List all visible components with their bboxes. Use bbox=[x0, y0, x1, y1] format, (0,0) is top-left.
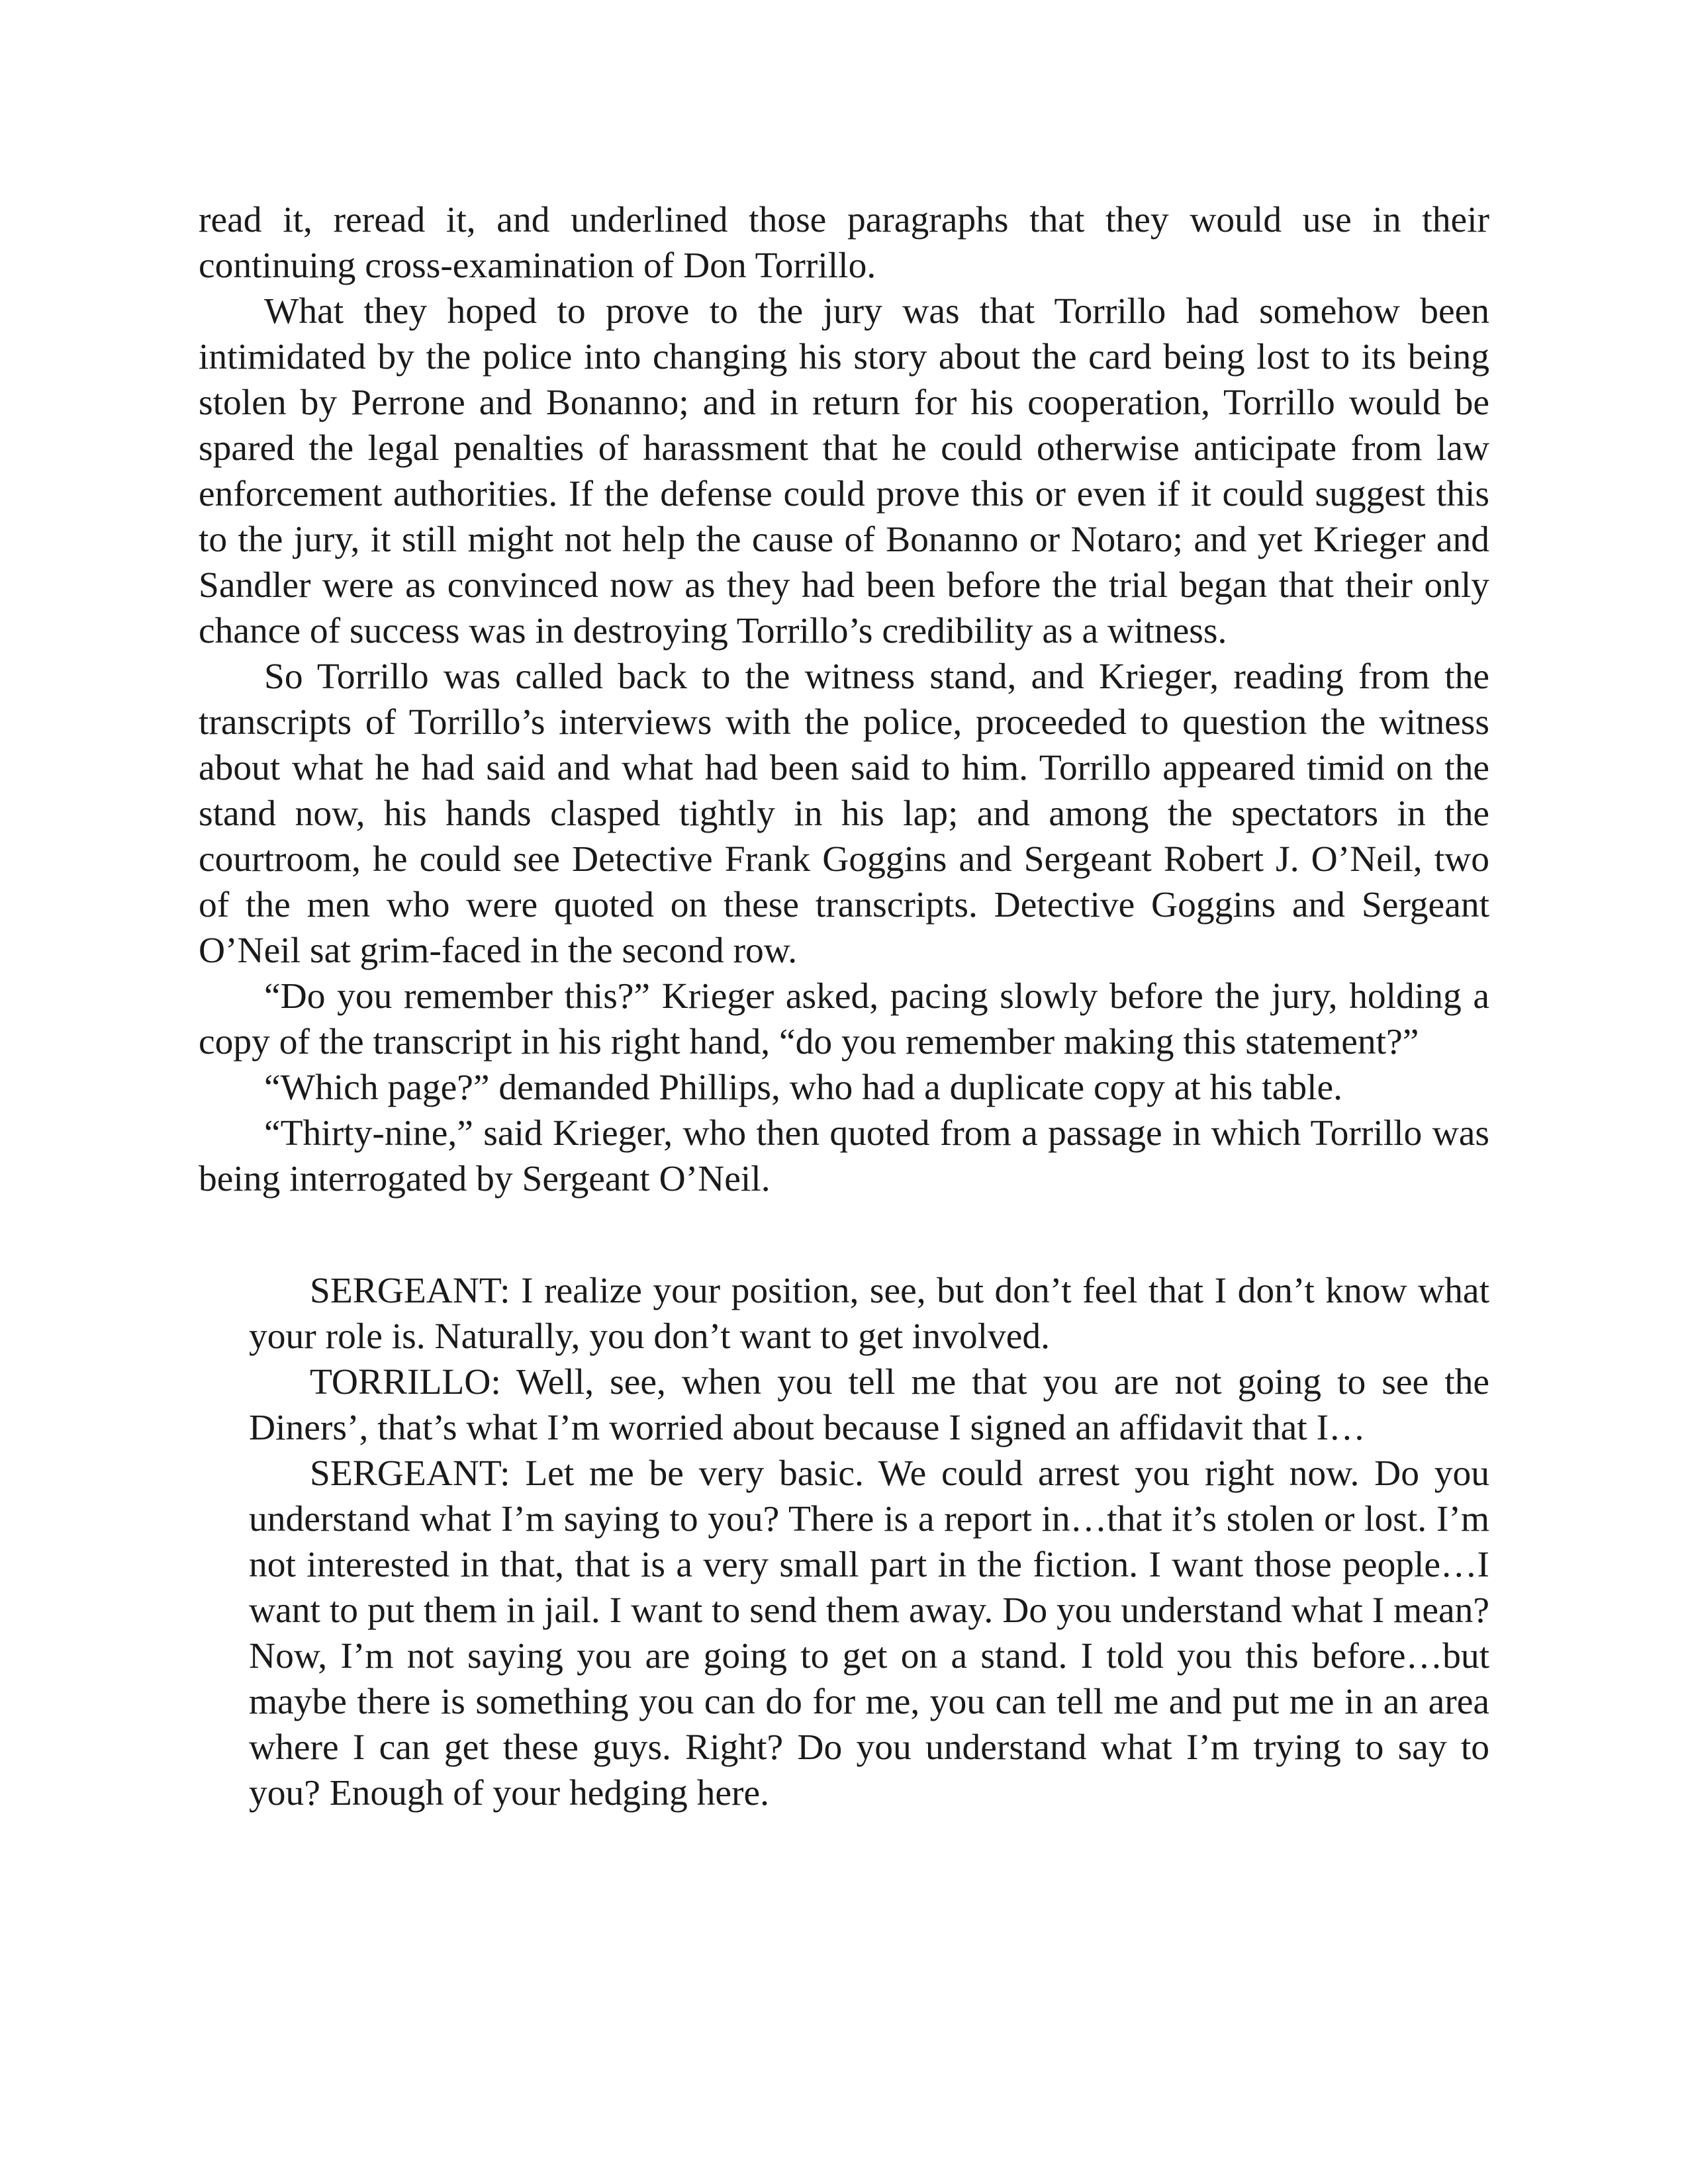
paragraph-krieger-question: “Do you remember this?” Krieger asked, pacing slowly before the jury, holding a copy of the transcript in his right hand, “do you remember making this statement?” bbox=[199, 976, 1489, 1062]
transcript-entry-sergeant-1: SERGEANT: I realize your position, see, but don’t feel that I don’t know what your role is. Naturally, you don’t want to get involved. bbox=[249, 1271, 1489, 1357]
transcript-entry-torrillo: TORRILLO: Well, see, when you tell me that you are not going to see the Diners’, that’s what I’m worried about because I signed an affidavit that I… bbox=[249, 1362, 1489, 1448]
transcript-extract bbox=[249, 1268, 1489, 1816]
paragraph-witness-recalled: So Torrillo was called back to the witness stand, and Krieger, reading from the transcripts of Torrillo’s interviews with the police, proceeded to question the witness about what he had said and what had been said to him. Torrillo appeared timid on the stand now, his hands clasped tightly in his lap; and among the spectators in the courtroom, he could see Detective Frank Goggins and Sergeant Robert J. O’Neil, two of the men who were quoted on these transcripts. Detective Goggins and Sergeant O’Neil sat grim-faced in the second row. bbox=[199, 657, 1489, 971]
page-body bbox=[199, 197, 1489, 1816]
paragraph-continuation: read it, reread it, and underlined those paragraphs that they would use in their continuing cross-examination of Don Torrillo. bbox=[199, 200, 1489, 286]
paragraph-phillips-page: “Which page?” demanded Phillips, who had a duplicate copy at his table. bbox=[264, 1068, 1343, 1108]
paragraph-thirty-nine: “Thirty-nine,” said Krieger, who then quoted from a passage in which Torrillo was being interrogated by Sergeant O’Neil. bbox=[199, 1113, 1489, 1199]
paragraph-defense-strategy: What they hoped to prove to the jury was that Torrillo had somehow been intimidated by the police into changing his story about the card being lost to its being stolen by Perrone and Bonanno; and in return for his cooperation, Torrillo would be spared the legal penalties of harassment that he could otherwise anticipate from law enforcement authorities. If the defense could prove this or even if it could suggest this to the jury, it still might not help the cause of Bonanno or Notaro; and yet Krieger and Sandler were as convinced now as they had been before the trial began that their only chance of success was in destroying Torrillo’s credibility as a witness. bbox=[199, 291, 1489, 651]
transcript-entry-sergeant-2: SERGEANT: Let me be very basic. We could arrest you right now. Do you understand what I’m saying to you? There is a report in…that it’s stolen or lost. I’m not interested in that, that is a very small part in the fiction. I want those people…I want to put them in jail. I want to send them away. Do you understand what I mean? Now, I’m not saying you are going to get on a stand. I told you this before…but maybe there is something you can do for me, you can tell me and put me in an area where I can get these guys. Right? Do you understand what I’m trying to say to you? Enough of your hedging here. bbox=[249, 1453, 1489, 1813]
